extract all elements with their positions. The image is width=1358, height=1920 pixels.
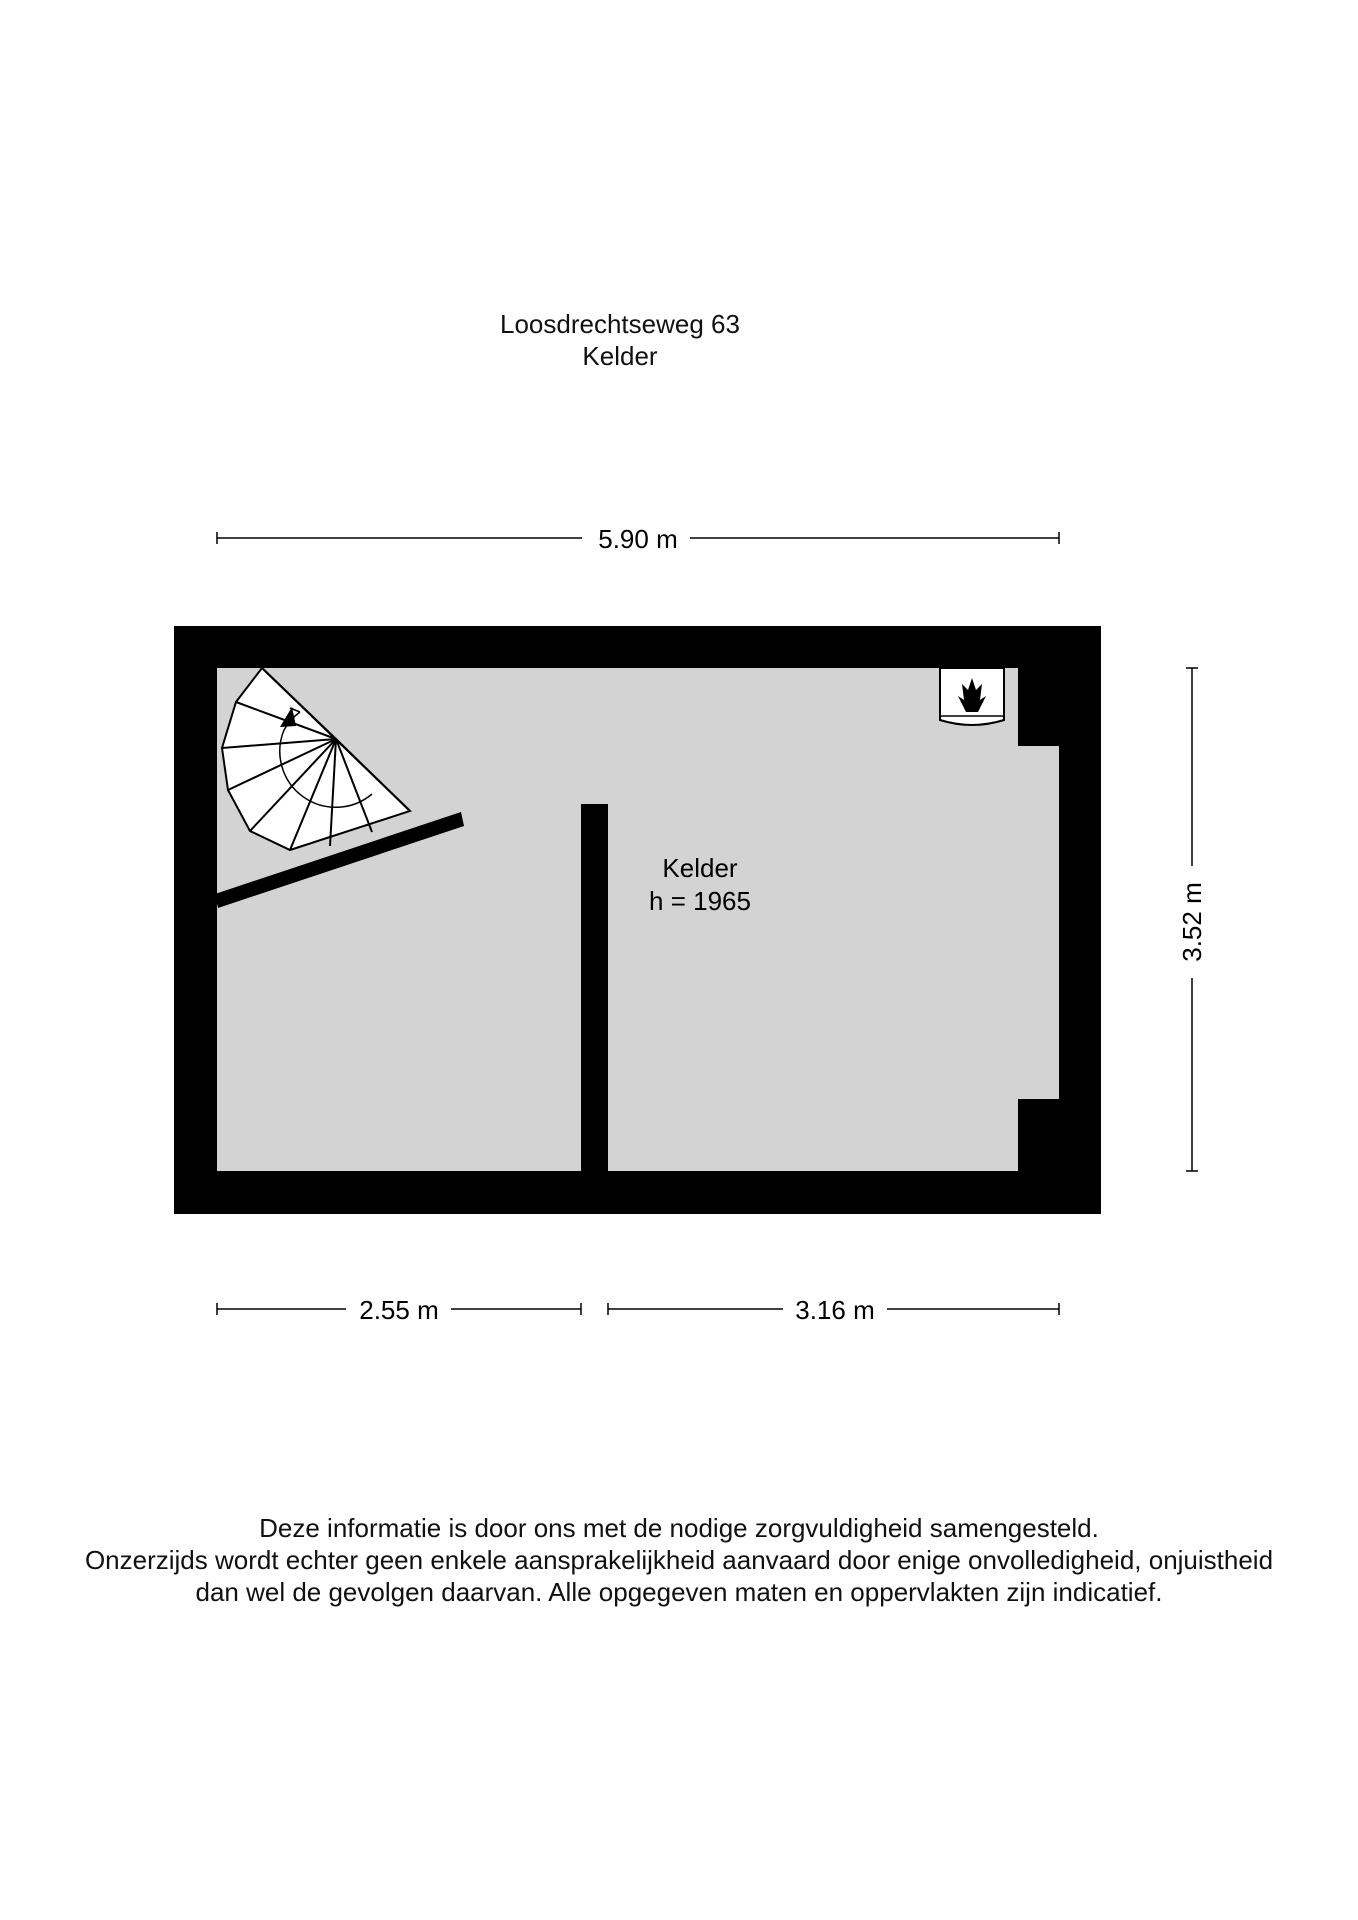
dimension-depth-label: 3.52 m: [1177, 882, 1207, 962]
address-title: Loosdrechtseweg 63: [500, 309, 740, 339]
disclaimer-line-2: Onzerzijds wordt echter geen enkele aansprakelijkheid aanvaard door enige onvolledigheid, onjuistheid: [84, 1545, 1274, 1575]
disclaimer: [0, 1512, 1358, 1608]
floor-title: Kelder: [582, 341, 658, 371]
dimension-total-width-label: 5.90 m: [598, 524, 678, 554]
room-name: Kelder: [662, 853, 738, 883]
dimension-right-width-label: 3.16 m: [795, 1295, 875, 1325]
room-height: h = 1965: [649, 886, 751, 916]
disclaimer-line-1: Deze informatie is door ons met de nodige zorgvuldigheid samengesteld.: [259, 1513, 1099, 1543]
boiler-icon: [940, 668, 1004, 725]
dimension-left-width-label: 2.55 m: [359, 1295, 439, 1325]
floor-area: [217, 668, 1059, 1171]
partition-wall: [581, 804, 608, 1171]
disclaimer-line-3: dan wel de gevolgen daarvan. Alle opgegeven maten en oppervlakten zijn indicatief.: [195, 1577, 1163, 1607]
